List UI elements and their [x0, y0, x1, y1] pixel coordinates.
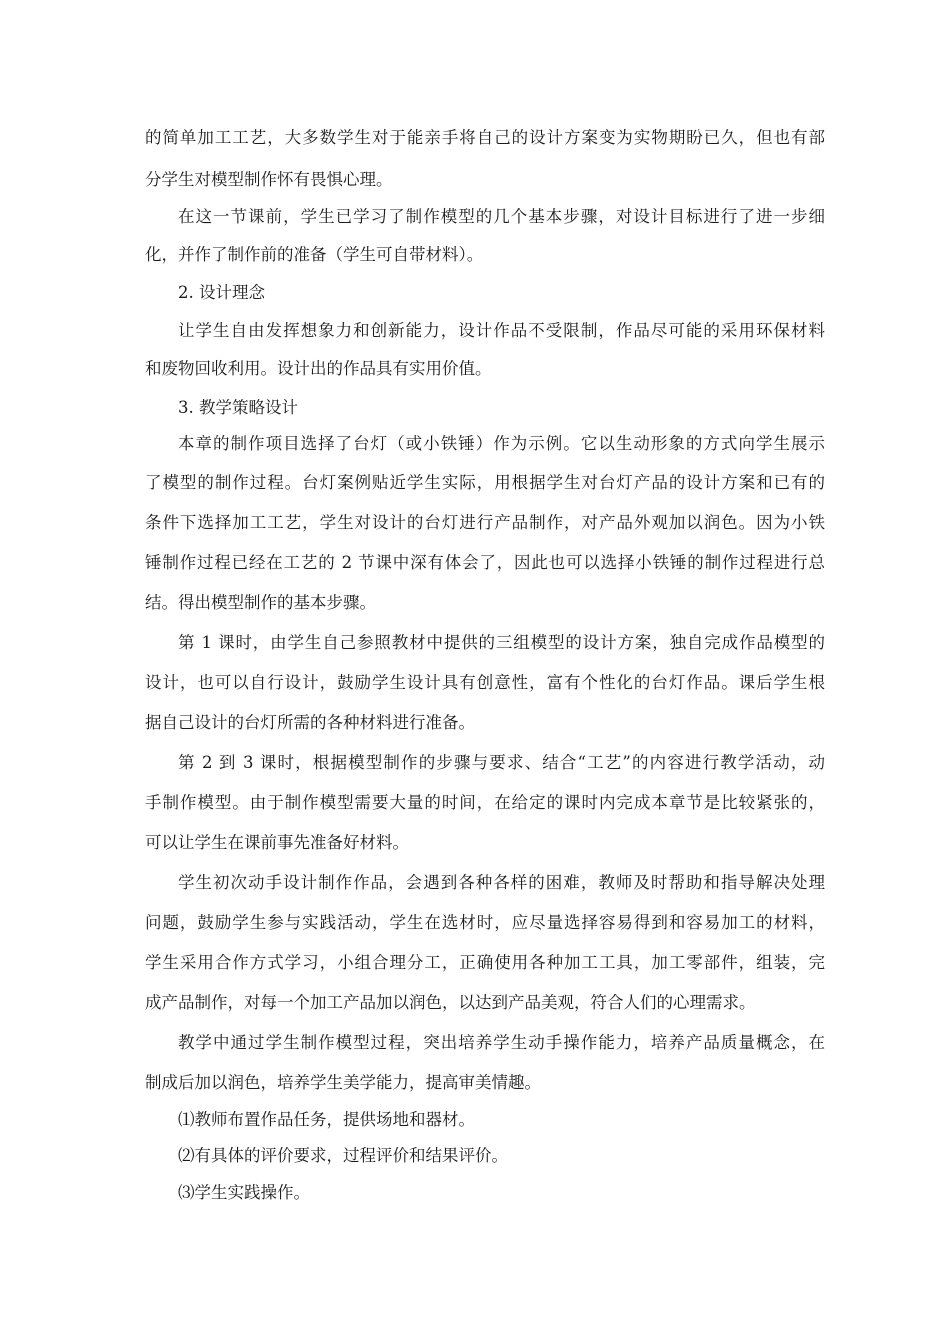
text-line: 成产品制作，对每一个加工产品加以润色，以达到产品美观，符合人们的心理需求。: [145, 993, 756, 1012]
text-line: 设计，也可以自行设计，鼓励学生设计具有创意性，富有个性化的台灯作品。课后学生根: [145, 673, 825, 692]
text-line: 本章的制作项目选择了台灯（或小铁锤）作为示例。它以生动形象的方式向学生展示: [178, 434, 825, 453]
section-heading: 3. 教学策略设计: [178, 398, 298, 417]
text-line: 教学中通过学生制作模型过程，突出培养学生动手操作能力，培养产品质量概念，在: [178, 1033, 825, 1052]
text-line: 据自己设计的台灯所需的各种材料进行准备。: [145, 713, 475, 732]
text-line: 结。得出模型制作的基本步骤。: [145, 593, 376, 612]
text-line: 问题，鼓励学生参与实践活动，学生在选材时，应尽量选择容易得到和容易加工的材料，: [145, 913, 825, 932]
text-line: 第 2 到 3 课时，根据模型制作的步骤与要求、结合“工艺”的内容进行教学活动，动: [178, 753, 825, 772]
text-line: 锤制作过程已经在工艺的 2 节课中深有体会了，因此也可以选择小铁锤的制作过程进行总: [145, 553, 825, 572]
text-line: 制成后加以润色，培养学生美学能力，提高审美情趣。: [145, 1073, 541, 1092]
text-line: 分学生对模型制作怀有畏惧心理。: [145, 170, 393, 189]
list-item: ⑶学生实践操作。: [178, 1183, 310, 1202]
text-line: 学生初次动手设计制作作品，会遇到各种各样的困难，教师及时帮助和指导解决处理: [178, 873, 825, 892]
text-line: 了模型的制作过程。台灯案例贴近学生实际，用根据学生对台灯产品的设计方案和已有的: [145, 473, 825, 492]
text-line: 第 1 课时，由学生自己参照教材中提供的三组模型的设计方案，独自完成作品模型的: [178, 633, 825, 652]
text-line: 在这一节课前，学生已学习了制作模型的几个基本步骤，对设计目标进行了进一步细: [178, 207, 825, 226]
section-heading: 2. 设计理念: [178, 283, 265, 302]
text-line: 和废物回收利用。设计出的作品具有实用价值。: [145, 359, 492, 378]
text-line: 的简单加工工艺，大多数学生对于能亲手将自己的设计方案变为实物期盼已久，但也有部: [145, 128, 825, 147]
list-item: ⑵有具体的评价要求，过程评价和结果评价。: [178, 1146, 508, 1165]
text-line: 让学生自由发挥想象力和创新能力，设计作品不受限制，作品尽可能的采用环保材料: [178, 321, 825, 340]
list-item: ⑴教师布置作品任务，提供场地和器材。: [178, 1110, 475, 1129]
text-line: 化，并作了制作前的准备（学生可自带材料）。: [145, 245, 484, 264]
text-line: 学生采用合作方式学习，小组合理分工，正确使用各种加工工具，加工零部件，组装，完: [145, 953, 825, 972]
text-line: 条件下选择加工工艺，学生对设计的台灯进行产品制作，对产品外观加以润色。因为小铁: [145, 513, 825, 532]
text-line: 手制作模型。由于制作模型需要大量的时间，在给定的课时内完成本章节是比较紧张的，: [145, 793, 825, 812]
text-line: 可以让学生在课前事先准备好材料。: [145, 833, 409, 852]
